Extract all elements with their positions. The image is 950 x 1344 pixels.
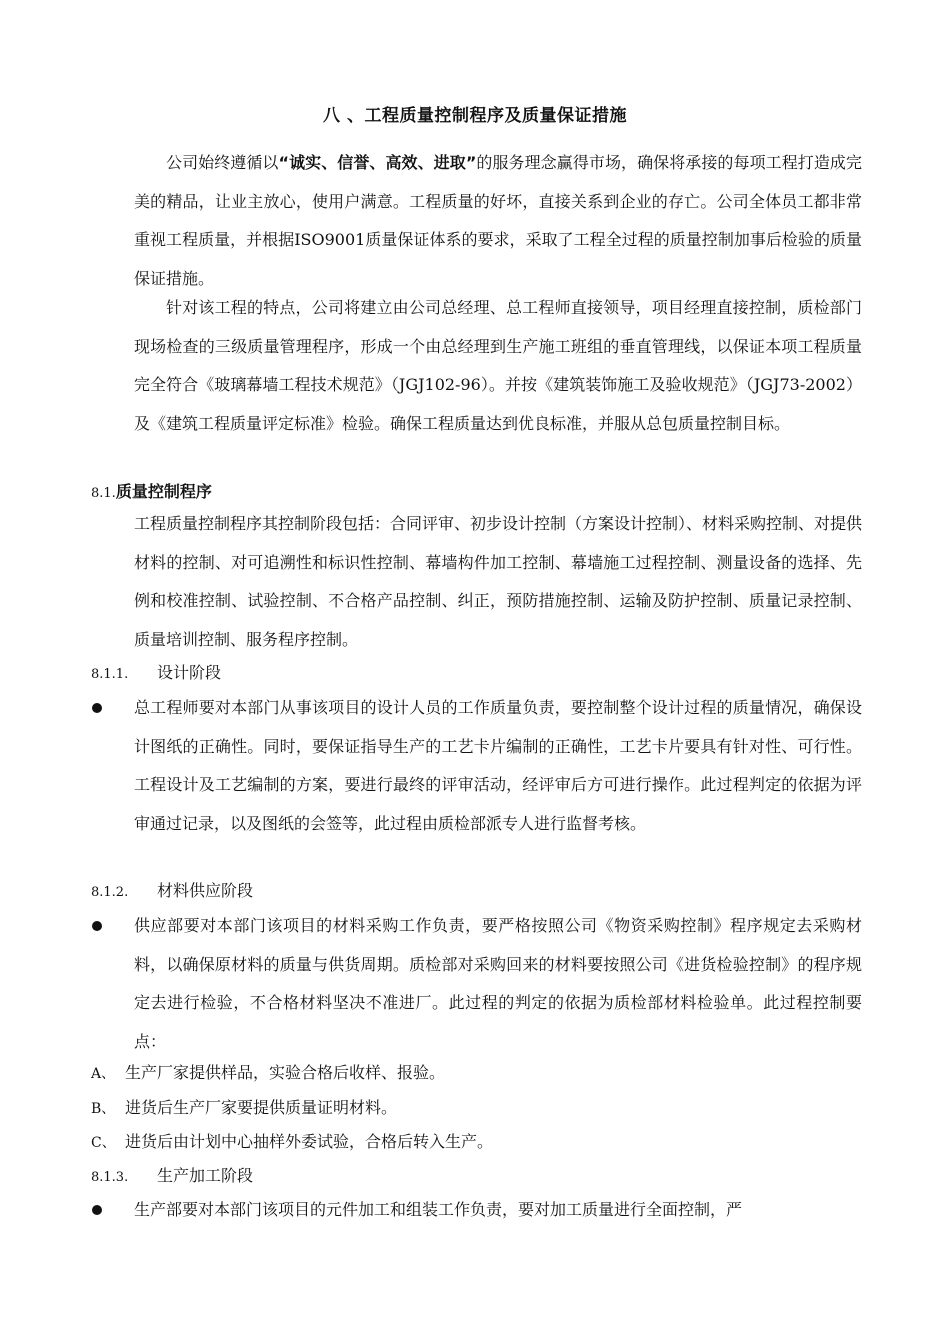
bullet-dot-icon [92, 703, 102, 713]
list-item-text: 进货后由计划中心抽样外委试验，合格后转入生产。 [125, 1132, 494, 1151]
intro-paragraph-1 [134, 144, 862, 298]
intro-paragraph-2: 针对该工程的特点，公司将建立由公司总经理、总工程师直接领导，项目经理直接控制，质检部门现场检查的三级质量管理程序，形成一个由总经理到生产施工班组的垂直管理线，以保证本项工程质量完全符合《玻璃幕墙工程技术规范》（JGJ102-96）。并按《建筑装饰施工及验收规范》（JGJ73-2002）及《建筑工程质量评定标准》检验。确保工程质量达到优良标准，并服从总包质量控制目标。 [134, 298, 862, 433]
bullet-dot-icon [92, 1205, 102, 1215]
section-8-1-1-bullet-text: 总工程师要对本部门从事该项目的设计人员的工作质量负责，要控制整个设计过程的质量情况，确保设计图纸的正确性。同时，要保证指导生产的工艺卡片编制的正确性，工艺卡片要具有针对性、可行性。工程设计及工艺编制的方案，要进行最终的评审活动，经评审后方可进行操作。此过程判定的依据为评审通过记录，以及图纸的会签等，此过程由质检部派专人进行监督考核。 [134, 698, 862, 833]
bullet-dot-icon [92, 921, 102, 931]
section-8-1-3-bullet-text: 生产部要对本部门该项目的元件加工和组装工作负责，要对加工质量进行全面控制，严 [134, 1200, 743, 1219]
section-number: 8.1.3. [91, 1170, 129, 1185]
section-8-1-1-heading [91, 661, 221, 685]
section-8-1-2-heading [91, 879, 253, 903]
list-item-text: 进货后生产厂家要提供质量证明材料。 [125, 1098, 398, 1117]
section-8-1-body: 工程质量控制程序其控制阶段包括：合同评审、初步设计控制（方案设计控制）、材料采购控制、对提供材料的控制、对可追溯性和标识性控制、幕墙构件加工控制、幕墙施工过程控制、测量设备的选择、先例和校准控制、试验控制、不合格产品控制、纠正，预防措施控制、运输及防护控制、质量记录控制、质量培训控制、服务程序控制。 [134, 514, 863, 649]
section-label: 材料供应阶段 [157, 881, 254, 900]
list-item-mark: A、 [91, 1066, 116, 1082]
section-label: 设计阶段 [157, 663, 222, 682]
intro-p1-after: 的服务理念赢得市场，确保将承接的每项工程打造成完美的精品，让业主放心，使用户满意。工程质量的好坏，直接关系到企业的存亡。公司全体员工都非常重视工程质量，并根据ISO9001质量保证体系的要求，采取了工程全过程的质量控制加事后检验的质量保证措施。 [134, 153, 862, 288]
list-item-mark: C、 [91, 1135, 116, 1151]
list-item [91, 1130, 493, 1155]
intro-p1-emphasis: “诚实、信誉、高效、进取” [278, 153, 477, 172]
section-8-1-3-heading [91, 1164, 253, 1188]
list-item [91, 1096, 397, 1121]
section-number: 8.1.1. [91, 667, 129, 682]
section-8-1-2-bullet-text: 供应部要对本部门该项目的材料采购工作负责，要严格按照公司《物资采购控制》程序规定去采购材料，以确保原材料的质量与供货周期。质检部对采购回来的材料要按照公司《进货检验控制》的程序规定去进行检验，不合格材料坚决不准进厂。此过程的判定的依据为质检部材料检验单。此过程控制要点： [134, 916, 862, 1051]
section-label: 质量控制程序 [115, 482, 212, 501]
section-number: 8.1. [91, 486, 116, 501]
section-label: 生产加工阶段 [157, 1166, 254, 1185]
list-item [91, 1061, 445, 1086]
list-item-text: 生产厂家提供样品，实验合格后收样、报验。 [125, 1063, 446, 1082]
page-title: 八 、工程质量控制程序及质量保证措施 [323, 106, 627, 126]
section-8-1-heading [91, 480, 212, 504]
intro-p1-before: 公司始终遵循以 [166, 153, 279, 172]
section-number: 8.1.2. [91, 885, 129, 900]
list-item-mark: B、 [91, 1101, 116, 1117]
